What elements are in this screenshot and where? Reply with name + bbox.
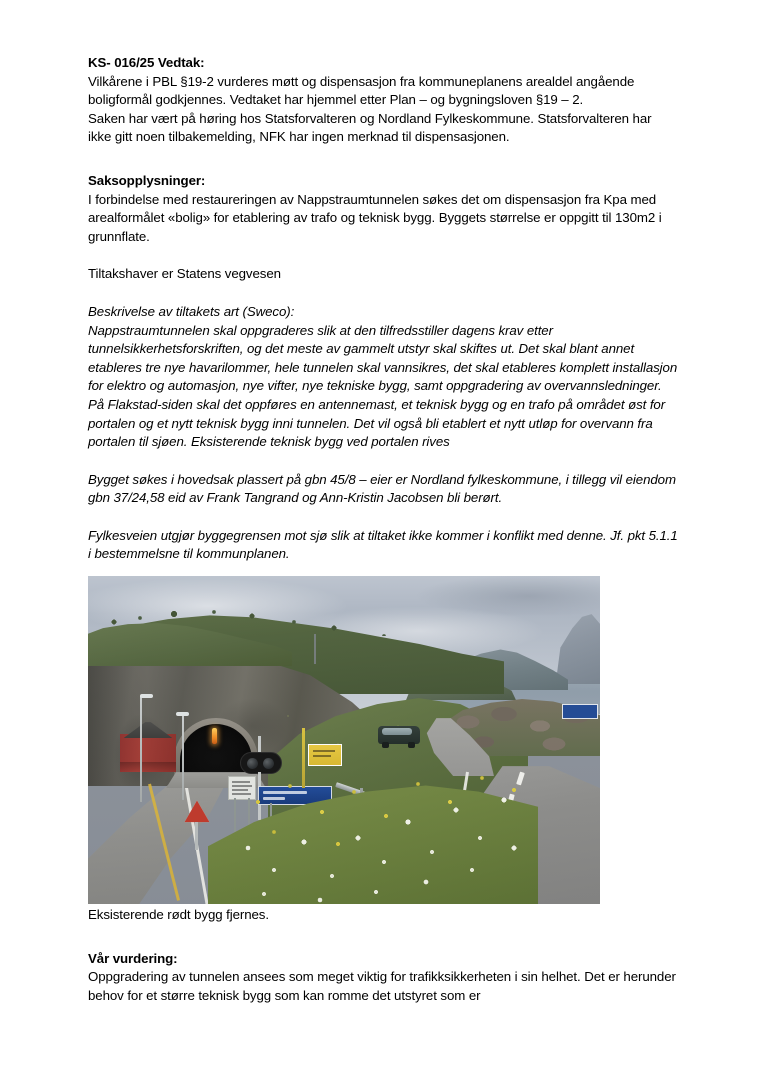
spacer: [88, 452, 678, 471]
vehicle-wheel: [382, 742, 389, 748]
spacer: [88, 925, 678, 950]
document-content: [88, 54, 678, 1005]
photo-canvas: [88, 576, 600, 904]
blue-sign-distant: [562, 704, 598, 719]
vehicle-windows: [382, 728, 412, 735]
spacer: [88, 284, 678, 303]
warning-sign-post: [195, 822, 198, 850]
paragraph-vedtak-body: Vilkårene i PBL §19-2 vurderes møtt og dispensasjon fra kommuneplanens arealdel angående boligformål godkjennes. Vedtaket har hjemmel etter Plan – og bygningsloven §19 – 2.: [88, 73, 635, 108]
spacer: [88, 147, 678, 172]
paragraph-beskrivelse-2: På Flakstad-siden skal det oppføres en antennemast, et teknisk bygg og en trafo på området øst for portalen og et nytt teknisk bygg inni tunnelen. Det vil også bli etablert et nytt utløp for overvann fra portalen til sjøen. Eksisterende teknisk bygg ved portalen rives: [88, 396, 666, 450]
figure-caption: Eksisterende rødt bygg fjernes.: [88, 907, 269, 923]
paragraph-beskrivelse-4: Fylkesveien utgjør byggegrensen mot sjø slik at tiltaket ikke kommer i konflikt med denne. Jf. pkt 5.1.1 i bestemmelsne til kommunplanen.: [88, 527, 678, 562]
spacer: [88, 246, 678, 265]
street-lamp-pole: [140, 696, 142, 802]
tunnel-interior-light: [212, 728, 217, 744]
red-building-shadow: [120, 762, 176, 772]
paragraph-saksopplysninger-body: I forbindelse med restaureringen av Nappstraumtunnelen søkes det om dispensasjon fra Kpa med arealformålet «bolig» for etablering av trafo og teknisk bygg. Byggets størrelse er oppgitt til 130m2 i grunnflate.: [88, 191, 662, 244]
paragraph-vedtak-body2: Saken har vært på høring hos Statsforvalteren og Nordland Fylkeskommune. Statsforvalteren har ikke gitt noen tilbakemelding, NFK har ingen merknad til dispensasjonen.: [88, 110, 652, 145]
heading-vedtak: KS- 016/25 Vedtak:: [88, 55, 205, 70]
antenna-mast: [314, 634, 316, 664]
heading-beskrivelse: Beskrivelse av tiltakets art (Sweco):: [88, 303, 295, 319]
street-lamp-head: [176, 712, 189, 716]
street-lamp-head: [140, 694, 153, 698]
paragraph-tiltakshaver: Tiltakshaver er Statens vegvesen: [88, 266, 281, 282]
paragraph-beskrivelse-3: Bygget søkes i hovedsak plassert på gbn 45/8 – eier er Nordland fylkeskommune, i tillegg vil eiendom gbn 37/24,58 eid av Frank Tangrand og Ann-Kristin Jacobsen bli berørt.: [88, 471, 676, 506]
white-wildflowers: [208, 752, 548, 904]
vehicle-wheel: [408, 742, 415, 748]
paragraph-vurdering-body: Oppgradering av tunnelen ansees som meget viktig for trafikksikkerheten i sin helhet. Det er herunder behov for et større teknisk bygg som kan romme det utstyret som er: [88, 969, 676, 1003]
spacer: [88, 508, 678, 527]
tunnel-photograph: [88, 576, 600, 904]
heading-vurdering: Vår vurdering:: [88, 950, 178, 966]
paragraph-beskrivelse-1: Nappstraumtunnelen skal oppgraderes slik at den tilfredsstiller dagens krav etter tunnelsikkerhetsforskriften, og det meste av gammelt utstyr skal skiftes ut. Det skal blant annet etableres tre nye havarilommer, hele tunnelen skal vannsikres, det skal etableres komplett installasjon for elektro og automasjon, nye vifter, nye tekniske bygg, samt oppgradering av overvannsledninger.: [88, 322, 678, 394]
street-lamp-pole: [182, 714, 184, 800]
heading-saksopplysninger: Saksopplysninger:: [88, 172, 206, 188]
